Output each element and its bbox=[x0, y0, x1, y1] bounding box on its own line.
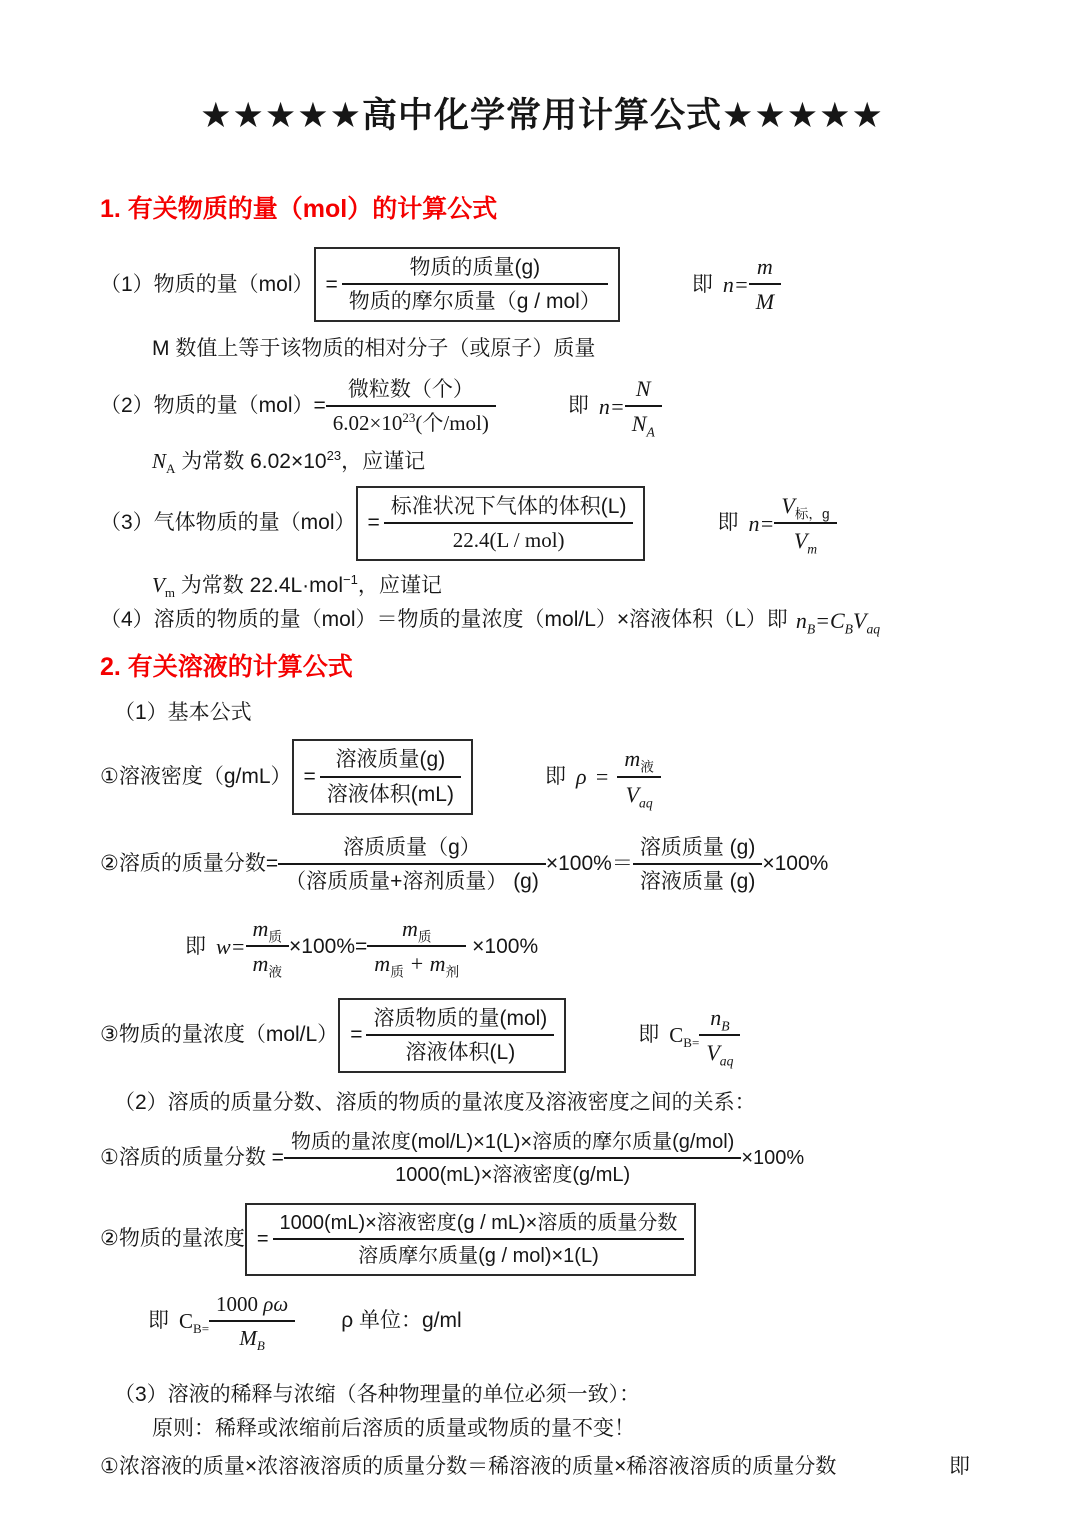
result-lhs: w= bbox=[216, 934, 246, 960]
ji-label: 即 bbox=[691, 272, 713, 296]
formula-solute-mol-row bbox=[100, 606, 984, 636]
symbol-base: N bbox=[631, 411, 647, 437]
formula-density-row bbox=[100, 739, 984, 814]
ji-label: 即 bbox=[638, 1023, 660, 1047]
subscript: m bbox=[807, 541, 818, 557]
subscript: aq bbox=[639, 794, 653, 810]
fraction bbox=[326, 377, 496, 436]
symbol-base: m bbox=[252, 916, 269, 942]
note-text: ，应谨记 bbox=[357, 574, 442, 598]
formula-box bbox=[314, 247, 620, 322]
fraction-denominator bbox=[326, 407, 496, 436]
section-1-heading: 1. 有关物质的量（mol）的计算公式 bbox=[100, 195, 498, 224]
result-fraction bbox=[209, 1292, 295, 1351]
fraction-denominator: 1000(mL)×溶液密度(g/mL) bbox=[395, 1163, 631, 1186]
subsection-dilution: （3）溶液的稀释与浓缩（各种物理量的单位必须一致）： bbox=[114, 1382, 641, 1406]
fraction-denominator bbox=[625, 407, 662, 440]
ji-label: 即 bbox=[949, 1454, 970, 1478]
section-2-heading: 2. 有关溶液的计算公式 bbox=[100, 653, 353, 682]
ji-label: 即 bbox=[567, 394, 589, 418]
avogadro-base: 6.02×10 bbox=[332, 411, 403, 436]
ji-label: 即 bbox=[544, 764, 566, 788]
dilution-principle: 原则：稀释或浓缩前后溶质的质量或物质的量不变！ bbox=[152, 1417, 635, 1441]
formula-box bbox=[338, 998, 566, 1073]
formula-label: （2）物质的量（mol）= bbox=[100, 394, 326, 418]
fraction-numerator: 标准状况下气体的体积(L) bbox=[384, 494, 634, 524]
fraction-denominator bbox=[246, 947, 290, 980]
subsection-basic: （1）基本公式 bbox=[114, 701, 252, 724]
formula-relation1-row bbox=[100, 1130, 984, 1187]
rho-symbol: ρ bbox=[575, 764, 587, 790]
symbol-base: V bbox=[853, 607, 867, 633]
subscript: B bbox=[806, 620, 816, 636]
fraction-denominator: 溶液体积(L) bbox=[405, 1041, 516, 1065]
fraction-denominator bbox=[209, 1322, 295, 1351]
subscript: 质 bbox=[390, 964, 404, 980]
symbol-base: C bbox=[669, 1023, 684, 1048]
subscript: B= bbox=[193, 1321, 210, 1337]
fraction-numerator: 1000(mL)×溶液密度(g / mL)×溶质的质量分数 bbox=[273, 1211, 685, 1240]
formula-mol-by-particles-row bbox=[100, 376, 984, 438]
symbol-base: N bbox=[152, 448, 167, 473]
symbol-base: ρω bbox=[263, 1291, 289, 1316]
symbol-base: m bbox=[401, 916, 418, 942]
subscript: B bbox=[721, 1018, 730, 1034]
result-formula bbox=[796, 606, 880, 636]
formula-relation2-row bbox=[100, 1203, 984, 1276]
fraction bbox=[284, 1130, 741, 1187]
formula-w-row bbox=[100, 916, 984, 978]
formula-concentration-row bbox=[100, 998, 984, 1073]
fraction-numerator bbox=[367, 916, 466, 947]
formula-mol-by-mass-row bbox=[100, 247, 984, 322]
note-text: ，应谨记 bbox=[341, 449, 426, 473]
superscript: 23 bbox=[326, 447, 342, 463]
fraction bbox=[320, 747, 461, 806]
subscript: 质 bbox=[268, 929, 283, 945]
fraction-denominator: M bbox=[755, 289, 775, 315]
subscript: B bbox=[844, 620, 853, 636]
fraction-numerator: 物质的质量(g) bbox=[342, 255, 608, 285]
result-fraction bbox=[246, 916, 290, 978]
times-100: ×100% bbox=[472, 934, 539, 958]
formula-gas-mol-row bbox=[100, 486, 984, 561]
subscript: B= bbox=[683, 1035, 700, 1051]
symbol-base: V bbox=[781, 492, 795, 518]
avogadro-unit: (个/mol) bbox=[415, 411, 489, 436]
ji-label: 即 bbox=[717, 511, 739, 535]
fraction-denominator: 溶质摩尔质量(g / mol)×1(L) bbox=[358, 1244, 599, 1267]
fraction bbox=[278, 835, 546, 894]
superscript: −1 bbox=[343, 572, 358, 588]
superscript: 23 bbox=[402, 410, 416, 426]
subscript: 液 bbox=[268, 964, 283, 980]
subscript: aq bbox=[719, 1053, 734, 1069]
formula-cb-row bbox=[100, 1292, 984, 1351]
fraction-numerator: 物质的量浓度(mol/L)×1(L)×溶质的摩尔质量(g/mol) bbox=[284, 1130, 741, 1159]
dilution-rule-row bbox=[100, 1453, 984, 1481]
equals-sign: = bbox=[594, 764, 610, 790]
subscript: A bbox=[646, 424, 655, 440]
fraction-denominator bbox=[367, 947, 466, 980]
fraction-numerator bbox=[246, 916, 290, 947]
formula-label: （3）气体物质的量（mol） bbox=[100, 511, 356, 535]
symbol-base: m bbox=[624, 746, 641, 772]
subscript: aq bbox=[866, 620, 881, 636]
note-molar-volume bbox=[100, 571, 984, 600]
fraction-denominator: 溶液质量 (g) bbox=[639, 869, 756, 893]
note-text: 为常数 6.02×10 bbox=[175, 449, 327, 473]
fraction bbox=[633, 835, 763, 894]
result-fraction bbox=[749, 254, 781, 316]
times-100: ×100%＝ bbox=[545, 852, 633, 876]
fraction bbox=[384, 494, 634, 553]
symbol-base: M bbox=[239, 1325, 257, 1350]
fraction-numerator bbox=[774, 493, 836, 524]
formula-label: ①溶液密度（g/mL） bbox=[100, 764, 292, 788]
equals-sign: = bbox=[350, 1023, 363, 1047]
symbol-base: V bbox=[625, 781, 640, 807]
formula-label: （1）物质的量（mol） bbox=[100, 272, 314, 296]
note-avogadro bbox=[100, 447, 984, 476]
symbol-base: n bbox=[795, 607, 807, 633]
symbol-base: C bbox=[179, 1309, 194, 1334]
subscript: 剂 bbox=[445, 964, 460, 980]
fraction-numerator: 溶质质量（g） bbox=[278, 835, 546, 865]
fraction-numerator: N bbox=[625, 376, 662, 407]
formula-label: ②物质的量浓度 bbox=[100, 1226, 245, 1250]
subscript: 标，g bbox=[794, 506, 830, 522]
fraction bbox=[342, 255, 608, 314]
fraction-denominator: 物质的摩尔质量（g / mol） bbox=[348, 290, 601, 314]
rho-unit-note: ρ 单位：g/ml bbox=[341, 1309, 462, 1333]
fraction-numerator: 微粒数（个） bbox=[326, 377, 496, 407]
coefficient: 1000 bbox=[216, 1291, 259, 1316]
page-title: ★★★★★高中化学常用计算公式★★★★★ bbox=[200, 96, 884, 135]
times-100: ×100% bbox=[762, 852, 829, 876]
result-fraction bbox=[699, 1005, 740, 1067]
result-lhs: n= bbox=[598, 393, 625, 419]
fraction bbox=[366, 1006, 554, 1065]
fraction-denominator bbox=[699, 1036, 740, 1069]
fraction-denominator bbox=[617, 778, 661, 808]
symbol-base: V bbox=[706, 1040, 720, 1066]
dilution-rule-text: ①浓溶液的质量×浓溶液溶质的质量分数＝稀溶液的质量×稀溶液溶质的质量分数 bbox=[100, 1454, 837, 1478]
fraction-numerator: m bbox=[749, 254, 781, 285]
ji-label: 即 bbox=[185, 934, 206, 958]
formula-label: ③物质的量浓度（mol/L） bbox=[100, 1023, 339, 1047]
symbol-base: V bbox=[152, 573, 165, 598]
result-fraction bbox=[774, 493, 836, 555]
subsection-relations: （2）溶质的质量分数、溶质的物质的量浓度及溶液密度之间的关系： bbox=[114, 1091, 756, 1115]
symbol-base: V bbox=[793, 528, 808, 554]
fraction-denominator: 溶液体积(mL) bbox=[326, 782, 454, 806]
subscript: m bbox=[164, 585, 175, 601]
equals-sign: = bbox=[367, 511, 380, 535]
fraction-denominator bbox=[774, 524, 836, 557]
result-lhs bbox=[179, 1307, 209, 1335]
result-fraction bbox=[617, 746, 661, 808]
fraction-denominator: 22.4(L / mol) bbox=[452, 528, 565, 553]
fraction-numerator: 溶质物质的量(mol) bbox=[366, 1006, 554, 1036]
fraction-numerator: 溶液质量(g) bbox=[320, 747, 461, 777]
ji-label: 即 bbox=[148, 1309, 169, 1333]
formula-label: ②溶质的质量分数= bbox=[100, 852, 279, 876]
note-molar-mass: M 数值上等于该物质的相对分子（或原子）质量 bbox=[152, 337, 596, 361]
formula-label: ①溶质的质量分数 = bbox=[100, 1145, 284, 1169]
fraction bbox=[273, 1211, 685, 1268]
result-fraction bbox=[625, 376, 662, 438]
fraction-numerator bbox=[209, 1292, 295, 1322]
fraction-numerator bbox=[617, 746, 661, 777]
subscript: 液 bbox=[640, 759, 654, 775]
equals-sign: = bbox=[256, 1227, 269, 1250]
times-100: ×100% bbox=[741, 1146, 805, 1169]
equals-sign: = bbox=[303, 764, 316, 788]
formula-box bbox=[356, 486, 646, 561]
result-lhs bbox=[669, 1021, 699, 1049]
symbol-base: =C bbox=[815, 607, 845, 633]
result-lhs: n= bbox=[748, 510, 775, 536]
subscript: A bbox=[166, 460, 176, 476]
fraction-numerator: 溶质质量 (g) bbox=[633, 835, 763, 865]
formula-box bbox=[292, 739, 473, 814]
subscript: 质 bbox=[417, 929, 432, 945]
formula-box bbox=[245, 1203, 697, 1276]
equals-sign: = bbox=[325, 272, 338, 296]
times-100: ×100%= bbox=[289, 934, 368, 958]
result-fraction bbox=[367, 916, 466, 978]
subscript: B bbox=[256, 1337, 265, 1353]
note-text: 为常数 22.4L·mol bbox=[174, 574, 344, 598]
fraction-denominator: （溶质质量+溶剂质量） (g) bbox=[285, 869, 539, 893]
formula-label: （4）溶质的物质的量（mol）＝物质的量浓度（mol/L）×溶液体积（L）即 bbox=[100, 608, 788, 632]
symbol-base: + m bbox=[403, 951, 446, 977]
result-lhs: n= bbox=[722, 271, 749, 297]
symbol-base: m bbox=[252, 951, 269, 977]
fraction-numerator bbox=[699, 1005, 740, 1036]
symbol-base: n bbox=[710, 1004, 722, 1030]
symbol-base: m bbox=[374, 951, 391, 977]
formula-mass-fraction-row bbox=[100, 835, 984, 894]
